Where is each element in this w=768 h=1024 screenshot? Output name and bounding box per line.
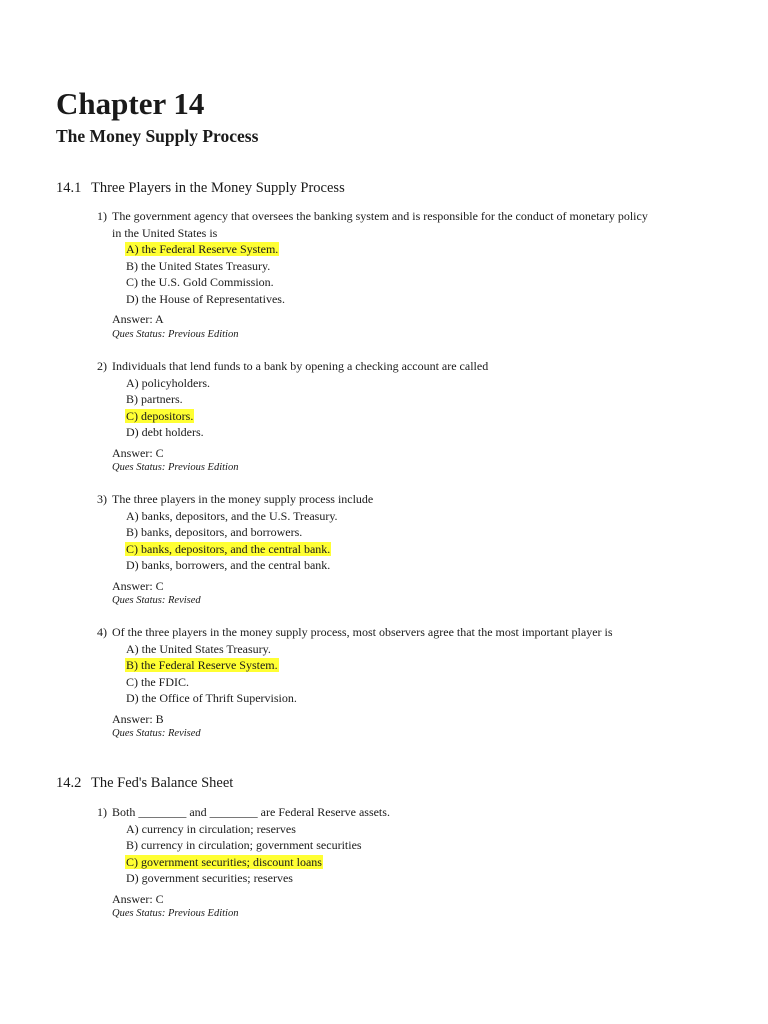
question-number: 2) <box>97 359 107 373</box>
choice-b: B) currency in circulation; government securities <box>126 838 362 852</box>
choice-c-correct: C) banks, depositors, and the central bank. <box>126 541 331 556</box>
question-status: Ques Status: Revised <box>112 728 201 739</box>
section-heading-14-1 <box>56 178 345 198</box>
question-stem <box>97 624 657 641</box>
question-2 <box>97 358 657 475</box>
choice-b: B) banks, depositors, and borrowers. <box>126 525 303 539</box>
answer-key: Answer: C <box>112 578 164 593</box>
chapter-title: Chapter 14 <box>56 86 205 121</box>
question-text: The three players in the money supply process include <box>112 492 374 506</box>
section-number: 14.1 <box>56 180 82 196</box>
choice-list <box>125 375 657 441</box>
answer-key: Answer: A <box>112 312 164 326</box>
question-number: 4) <box>97 625 107 639</box>
question-stem <box>97 804 657 821</box>
choice-c: C) the FDIC. <box>126 674 189 689</box>
choice-b: B) the United States Treasury. <box>126 258 271 273</box>
answer-key: Answer: C <box>112 891 164 906</box>
choice-a: A) banks, depositors, and the U.S. Treasury. <box>126 508 338 523</box>
choice-a: A) the United States Treasury. <box>126 641 271 656</box>
question-number: 3) <box>97 492 107 506</box>
choice-c: C) the U.S. Gold Commission. <box>126 275 274 289</box>
question-text: Of the three players in the money supply process, most observers agree that the most important player is <box>112 625 613 639</box>
section-title: The Fed's Balance Sheet <box>91 775 234 791</box>
answer-key: Answer: C <box>112 445 164 460</box>
question-status: Ques Status: Revised <box>112 595 201 606</box>
choice-list <box>125 821 657 887</box>
chapter-subtitle: The Money Supply Process <box>56 126 259 146</box>
question-number: 1) <box>97 209 107 223</box>
choice-d: D) the Office of Thrift Supervision. <box>126 691 297 705</box>
choice-list <box>125 508 657 574</box>
choice-list <box>125 641 657 707</box>
choice-a-correct: A) the Federal Reserve System. <box>126 242 279 256</box>
choice-list <box>125 241 657 307</box>
question-status: Ques Status: Previous Edition <box>112 328 239 340</box>
question-stem <box>97 208 657 241</box>
question-stem <box>97 358 657 375</box>
question-1 <box>97 208 657 342</box>
section-title: Three Players in the Money Supply Process <box>91 180 345 196</box>
question-number: 1) <box>97 805 107 819</box>
question-stem <box>97 491 657 508</box>
choice-d: D) the House of Representatives. <box>126 291 285 306</box>
question-text: Individuals that lend funds to a bank by opening a checking account are called <box>112 359 489 373</box>
question-text: Both ________ and ________ are Federal Reserve assets. <box>112 805 390 819</box>
question-2-1 <box>97 804 657 921</box>
question-status: Ques Status: Previous Edition <box>112 908 239 919</box>
question-4 <box>97 624 657 741</box>
choice-b-correct: B) the Federal Reserve System. <box>126 658 278 672</box>
question-text: The government agency that oversees the banking system and is responsible for the conduct of monetary policy in the United States is <box>112 209 648 240</box>
choice-d: D) government securities; reserves <box>126 871 293 885</box>
section-number: 14.2 <box>56 775 82 791</box>
choice-a: A) policyholders. <box>126 375 210 390</box>
choice-c-correct: C) depositors. <box>126 408 194 423</box>
section-heading-14-2 <box>56 773 233 793</box>
question-3 <box>97 491 657 608</box>
choice-b: B) partners. <box>126 392 183 406</box>
choice-c-correct: C) government securities; discount loans <box>126 854 322 869</box>
question-status: Ques Status: Previous Edition <box>112 462 239 473</box>
choice-d: D) debt holders. <box>126 425 204 439</box>
choice-a: A) currency in circulation; reserves <box>126 821 296 836</box>
answer-key: Answer: B <box>112 711 164 726</box>
choice-d: D) banks, borrowers, and the central bank. <box>126 558 331 572</box>
